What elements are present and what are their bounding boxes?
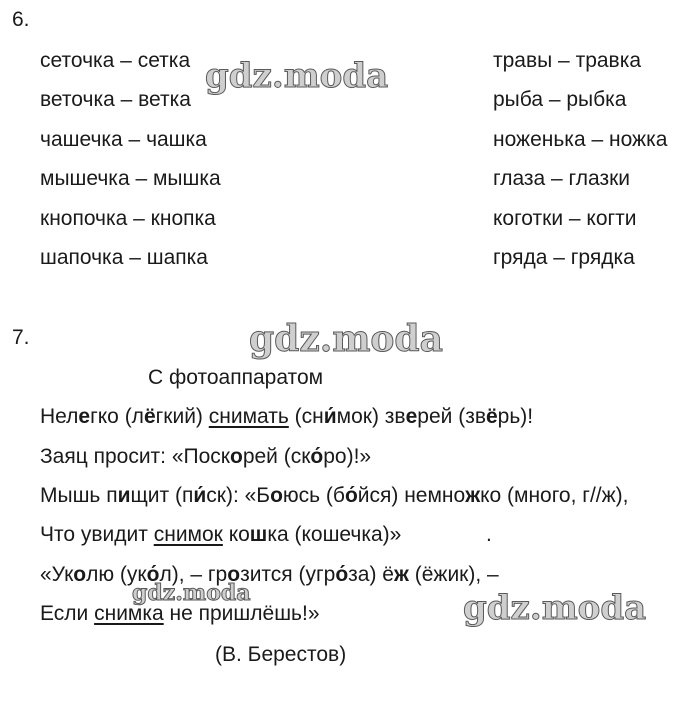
bold-letter: о́ xyxy=(146,563,160,586)
ex6-left-2: веточка – ветка xyxy=(40,88,191,111)
bold-letter: ё xyxy=(143,405,156,428)
ex6-right-4: глаза – глазки xyxy=(493,167,630,190)
underlined-word: снимка xyxy=(94,602,164,625)
exercise-6-number: 6. xyxy=(12,8,30,31)
text-segment: ко xyxy=(222,523,250,546)
text-segment: щит (п xyxy=(130,484,194,507)
bold-letter: о xyxy=(227,563,241,586)
bold-letter: е xyxy=(405,405,418,428)
text-segment: «Ук xyxy=(40,563,74,586)
text-segment: рей (ск xyxy=(242,445,311,468)
text-segment: л), – гр xyxy=(159,563,228,586)
text-segment: (ёжик), – xyxy=(408,563,499,586)
stray-dot: . xyxy=(486,523,492,546)
ex6-right-3: ноженька – ножка xyxy=(493,128,668,151)
watermark-3: gdz.moda xyxy=(132,580,251,606)
bold-letter: о́ xyxy=(310,445,324,468)
text-segment: лю (ук xyxy=(86,563,147,586)
text-segment: гкий) xyxy=(155,405,209,428)
underlined-word: снимать xyxy=(208,405,289,428)
watermark-4: gdz.moda xyxy=(463,588,647,628)
bold-letter: о xyxy=(270,484,283,507)
text-segment: мок) зв xyxy=(336,405,406,428)
text-segment: Если xyxy=(40,602,95,625)
poem-line-2 xyxy=(40,445,371,469)
bold-letter: о xyxy=(73,563,87,586)
text-segment: Нел xyxy=(40,405,79,428)
poem-line-3 xyxy=(40,484,629,508)
text-segment: (сн xyxy=(288,405,324,428)
text-segment: не пришлёшь!» xyxy=(163,602,320,625)
poem-line-5 xyxy=(40,563,499,587)
text-segment: Заяц просит: «Поск xyxy=(40,445,230,468)
bold-letter: ш xyxy=(249,523,268,546)
text-segment: юсь (б xyxy=(282,484,345,507)
underlined-word: снимок xyxy=(153,523,223,546)
poem-line-4 xyxy=(40,523,401,547)
text-segment: рей (зв xyxy=(417,405,486,428)
text-segment: йся) немно xyxy=(357,484,466,507)
ex6-left-5: кнопочка – кнопка xyxy=(40,207,216,230)
ex6-right-6: гряда – грядка xyxy=(493,246,635,269)
exercise-7-number: 7. xyxy=(12,326,30,349)
poem-author: (В. Берестов) xyxy=(215,643,347,666)
bold-letter: и xyxy=(117,484,131,507)
ex6-left-1: сеточка – сетка xyxy=(40,49,191,72)
ex6-right-1: травы – травка xyxy=(493,49,642,72)
poem-title: С фотоаппаратом xyxy=(148,366,324,389)
bold-letter: о́ xyxy=(335,563,349,586)
bold-letter: и́ xyxy=(323,405,337,428)
bold-letter: ё xyxy=(485,405,498,428)
text-segment: ка (кошечка)» xyxy=(267,523,402,546)
watermark-2: gdz.moda xyxy=(249,318,443,360)
bold-letter: о xyxy=(229,445,243,468)
ex6-left-6: шапочка – шапка xyxy=(40,246,208,269)
bold-letter: и́ xyxy=(193,484,207,507)
ex6-right-2: рыба – рыбка xyxy=(493,88,627,111)
text-segment: Мышь п xyxy=(40,484,118,507)
bold-letter: е xyxy=(78,405,91,428)
poem-line-1 xyxy=(40,405,533,429)
bold-letter: ж xyxy=(465,484,481,507)
ex6-right-5: коготки – когти xyxy=(493,207,637,230)
text-segment: зится (угр xyxy=(240,563,336,586)
bold-letter: ж xyxy=(394,563,409,586)
text-segment: гко (л xyxy=(90,405,144,428)
ex6-left-4: мышечка – мышка xyxy=(40,167,221,190)
ex6-left-3: чашечка – чашка xyxy=(40,128,207,151)
text-segment: за) ё xyxy=(348,563,394,586)
watermark-1: gdz.moda xyxy=(205,56,389,96)
text-segment: ко (много, г//ж), xyxy=(480,484,629,507)
bold-letter: о́ xyxy=(344,484,358,507)
text-segment: Что увидит xyxy=(40,523,154,546)
text-segment: ск): «Б xyxy=(206,484,271,507)
text-segment: рь)! xyxy=(497,405,534,428)
text-segment: ро)!» xyxy=(323,445,372,468)
